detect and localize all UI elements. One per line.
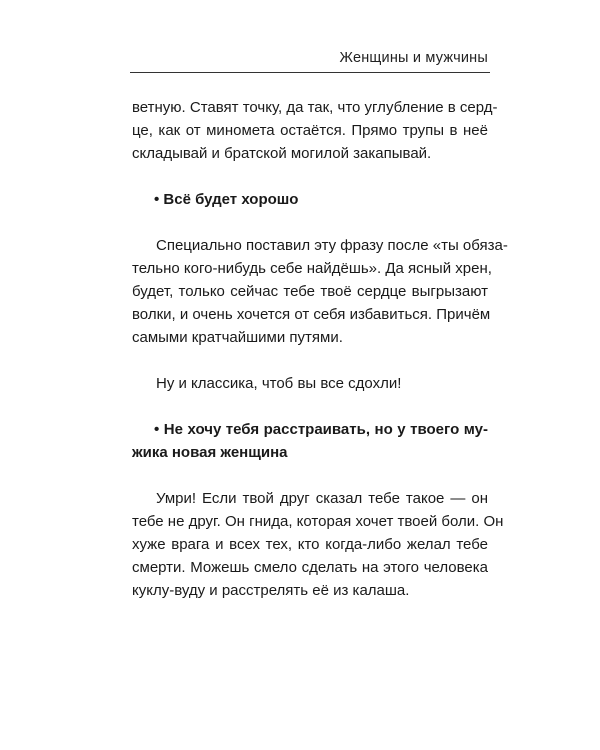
text-line: ветную. Ставят точку, да так, что углубление в серд-: [132, 99, 498, 116]
heading-line: жика новая женщина: [132, 444, 288, 461]
text-line: складывай и братской могилой закапывай.: [132, 145, 432, 162]
page-body: [132, 96, 508, 602]
text-line: Ну и классика, чтоб вы все сдохли!: [156, 375, 402, 392]
spacer: [132, 395, 488, 418]
text-line: тельно кого-нибудь себе найдёшь». Да ясный хрен,: [132, 260, 492, 277]
paragraph: [132, 372, 488, 395]
heading-line: • Не хочу тебя расстраивать, но у твоего му-: [154, 421, 488, 438]
text-line: тебе не друг. Он гнида, которая хочет твоей боли. Он: [132, 513, 504, 530]
heading-line: • Всё будет хорошо: [154, 191, 299, 208]
spacer: [132, 165, 488, 188]
spacer: [132, 464, 488, 487]
text-line: Умри! Если твой друг сказал тебе такое — он: [156, 490, 488, 507]
text-line: хуже врага и всех тех, кто когда-либо желал тебе: [132, 536, 488, 553]
spacer: [132, 211, 488, 234]
text-line: це, как от миномета остаётся. Прямо трупы в неё: [132, 122, 488, 139]
text-line: Специально поставил эту фразу после «ты обяза-: [156, 237, 508, 254]
section-heading: [132, 418, 488, 464]
header-rule: [130, 72, 490, 73]
text-line: самыми кратчайшими путями.: [132, 329, 343, 346]
text-line: волки, и очень хочется от себя избавиться. Причём: [132, 306, 491, 323]
text-line: куклу-вуду и расстрелять её из калаша.: [132, 582, 410, 599]
paragraph: [132, 487, 504, 602]
text-line: будет, только сейчас тебе твоё сердце выгрызают: [132, 283, 488, 300]
text-line: смерти. Можешь смело сделать на этого человека: [132, 559, 488, 576]
running-header: Женщины и мужчины: [339, 50, 488, 66]
section-heading: [132, 188, 488, 211]
spacer: [132, 349, 488, 372]
paragraph-continued: [132, 96, 498, 165]
paragraph: [132, 234, 508, 349]
